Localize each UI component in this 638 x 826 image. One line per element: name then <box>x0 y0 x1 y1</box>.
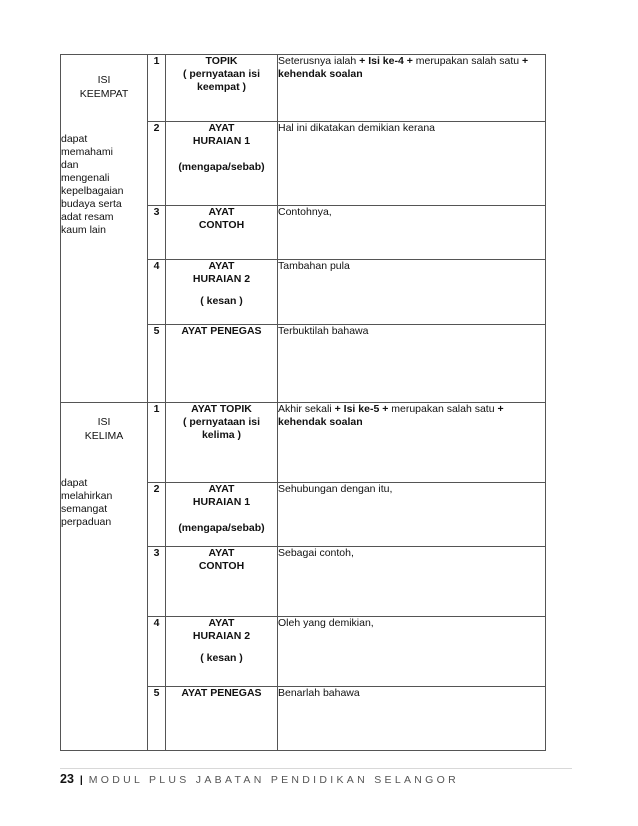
page-footer <box>60 768 572 786</box>
footer-title: MODUL PLUS JABATAN PENDIDIKAN SELANGOR <box>88 774 459 786</box>
row-text: Hal ini dikatakan demikian kerana <box>278 122 546 206</box>
row-label: AYAT HURAIAN 2 ( kesan ) <box>166 260 278 325</box>
row-number: 1 <box>148 55 166 122</box>
section-description: dapat memahami dan mengenali kepelbagaian budaya serta adat resam kaum lain <box>61 133 124 236</box>
row-label: TOPIK ( pernyataan isi keempat ) <box>166 55 278 122</box>
row-text: Seterusnya ialah + Isi ke-4 + merupakan salah satu + kehendak soalan <box>278 55 546 122</box>
row-text: Oleh yang demikian, <box>278 617 546 687</box>
row-number: 3 <box>148 547 166 617</box>
page-number: 23 <box>60 772 74 786</box>
row-text: Akhir sekali + Isi ke-5 + merupakan salah satu + kehendak soalan <box>278 403 546 483</box>
row-text: Tambahan pula <box>278 260 546 325</box>
section-title: ISI KELIMA <box>84 416 124 442</box>
row-text: Contohnya, <box>278 206 546 260</box>
row-text: Terbuktilah bahawa <box>278 325 546 403</box>
footer-separator: | <box>79 774 83 786</box>
row-label: AYAT HURAIAN 2 ( kesan ) <box>166 617 278 687</box>
section-cell-isi-kelima <box>61 403 148 751</box>
row-number: 3 <box>148 206 166 260</box>
row-number: 2 <box>148 483 166 547</box>
table-row <box>61 55 546 122</box>
row-number: 2 <box>148 122 166 206</box>
table-row <box>61 403 546 483</box>
row-text: Sehubungan dengan itu, <box>278 483 546 547</box>
section-description: dapat melahirkan semangat perpaduan <box>61 477 113 528</box>
essay-outline-table <box>60 54 546 751</box>
row-label: AYAT PENEGAS <box>166 687 278 751</box>
row-number: 1 <box>148 403 166 483</box>
section-title: ISI KEEMPAT <box>79 74 129 100</box>
row-label: AYAT PENEGAS <box>166 325 278 403</box>
row-number: 4 <box>148 617 166 687</box>
row-number: 5 <box>148 687 166 751</box>
row-label: AYAT HURAIAN 1 (mengapa/sebab) <box>166 122 278 206</box>
row-label: AYAT HURAIAN 1 (mengapa/sebab) <box>166 483 278 547</box>
row-text: Benarlah bahawa <box>278 687 546 751</box>
row-label: AYAT CONTOH <box>166 206 278 260</box>
section-cell-isi-keempat <box>61 55 148 403</box>
row-label: AYAT TOPIK ( pernyataan isi kelima ) <box>166 403 278 483</box>
row-number: 5 <box>148 325 166 403</box>
row-text: Sebagai contoh, <box>278 547 546 617</box>
row-number: 4 <box>148 260 166 325</box>
row-label: AYAT CONTOH <box>166 547 278 617</box>
